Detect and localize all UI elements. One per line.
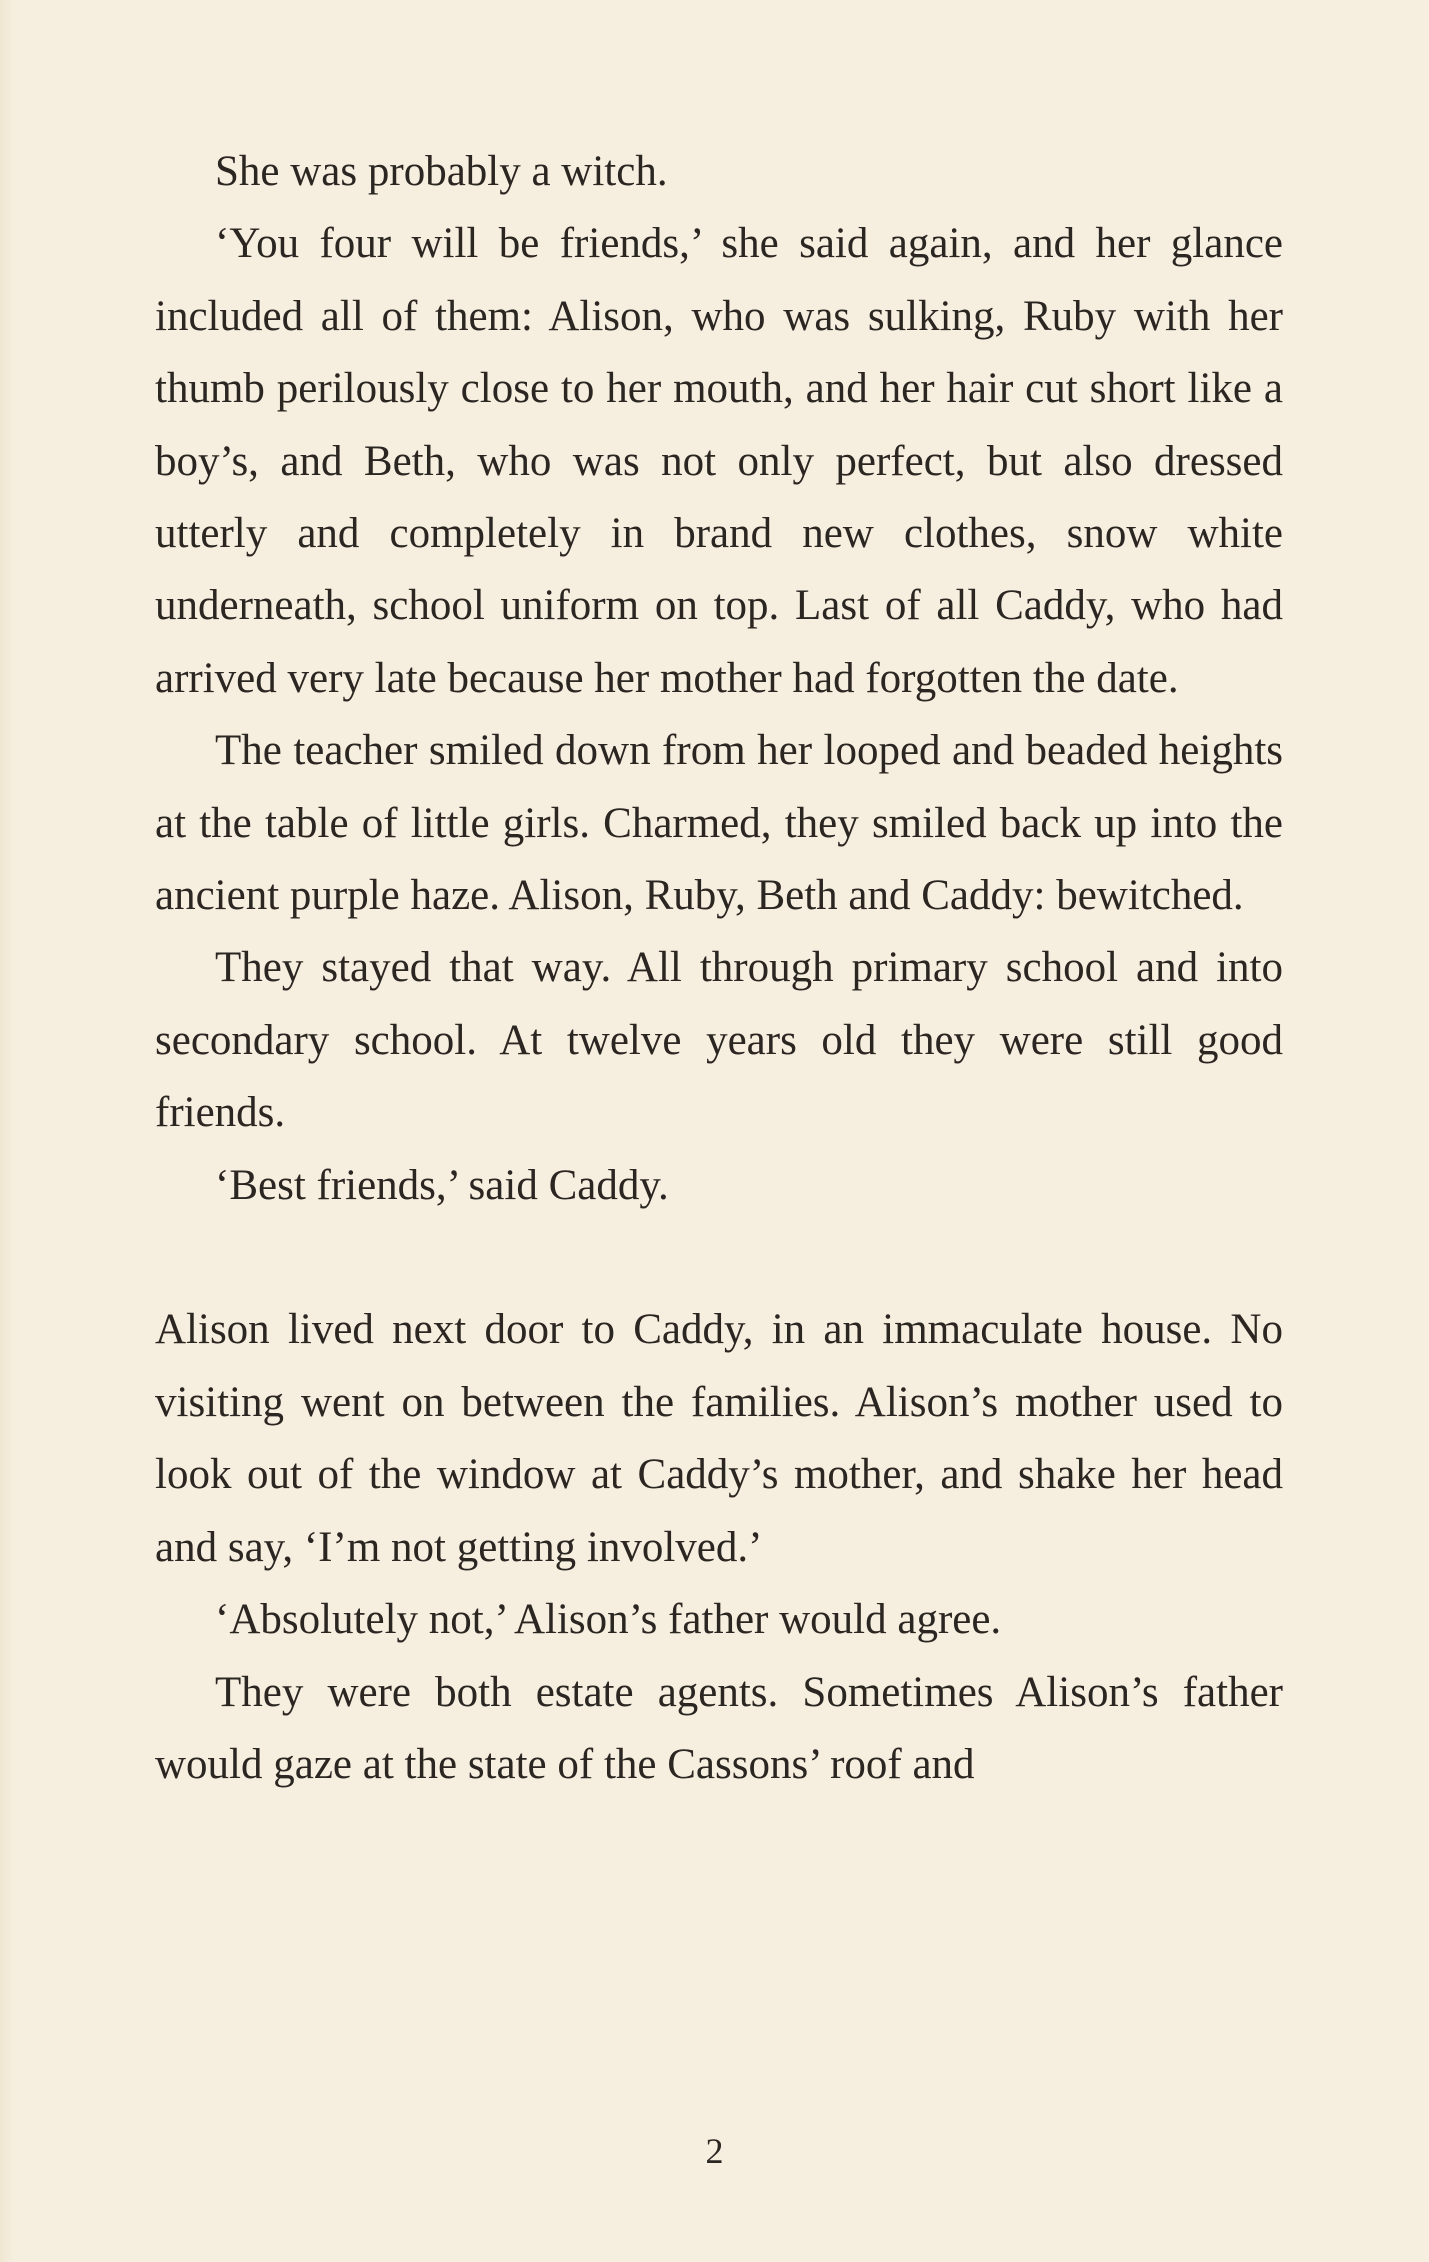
paragraph-5: ‘Best friends,’ said Caddy.	[215, 1161, 669, 1209]
paragraph-6: Alison lived next door to Caddy, in an immaculate house. No visiting went on between the families. Alison’s mother used to look out of the window at Caddy’s mother, and shake her head and say, ‘I’m not getting involved.’	[155, 1306, 1283, 1571]
section-break	[155, 1222, 1283, 1294]
body-text	[155, 136, 1283, 1801]
paragraph-1: She was probably a witch.	[215, 148, 668, 195]
page-number: 2	[705, 2131, 724, 2171]
paragraph-7: ‘Absolutely not,’ Alison’s father would agree.	[215, 1596, 1002, 1644]
paragraph-2: ‘You four will be friends,’ she said again, and her glance included all of them: Alison, who was sulking, Ruby with her thumb perilously close to her mouth, and her hair cut short like a boy’s, and Beth, who was not only perfect, but also dressed utterly and completely in brand new clothes, snow white underneath, school uniform on top. Last of all Caddy, who had arrived very late because her mother had forgotten the date.	[155, 220, 1283, 702]
paragraph-4: They stayed that way. All through primary school and into secondary school. At twelve years old they were still good friends.	[155, 944, 1283, 1137]
paragraph-3: The teacher smiled down from her looped and beaded heights at the table of little girls. Charmed, they smiled back up into the ancient purple haze. Alison, Ruby, Beth and Caddy: bewitched.	[155, 727, 1283, 920]
paragraph-8: They were both estate agents. Sometimes Alison’s father would gaze at the state of the Cassons’ roof and	[155, 1668, 1283, 1788]
